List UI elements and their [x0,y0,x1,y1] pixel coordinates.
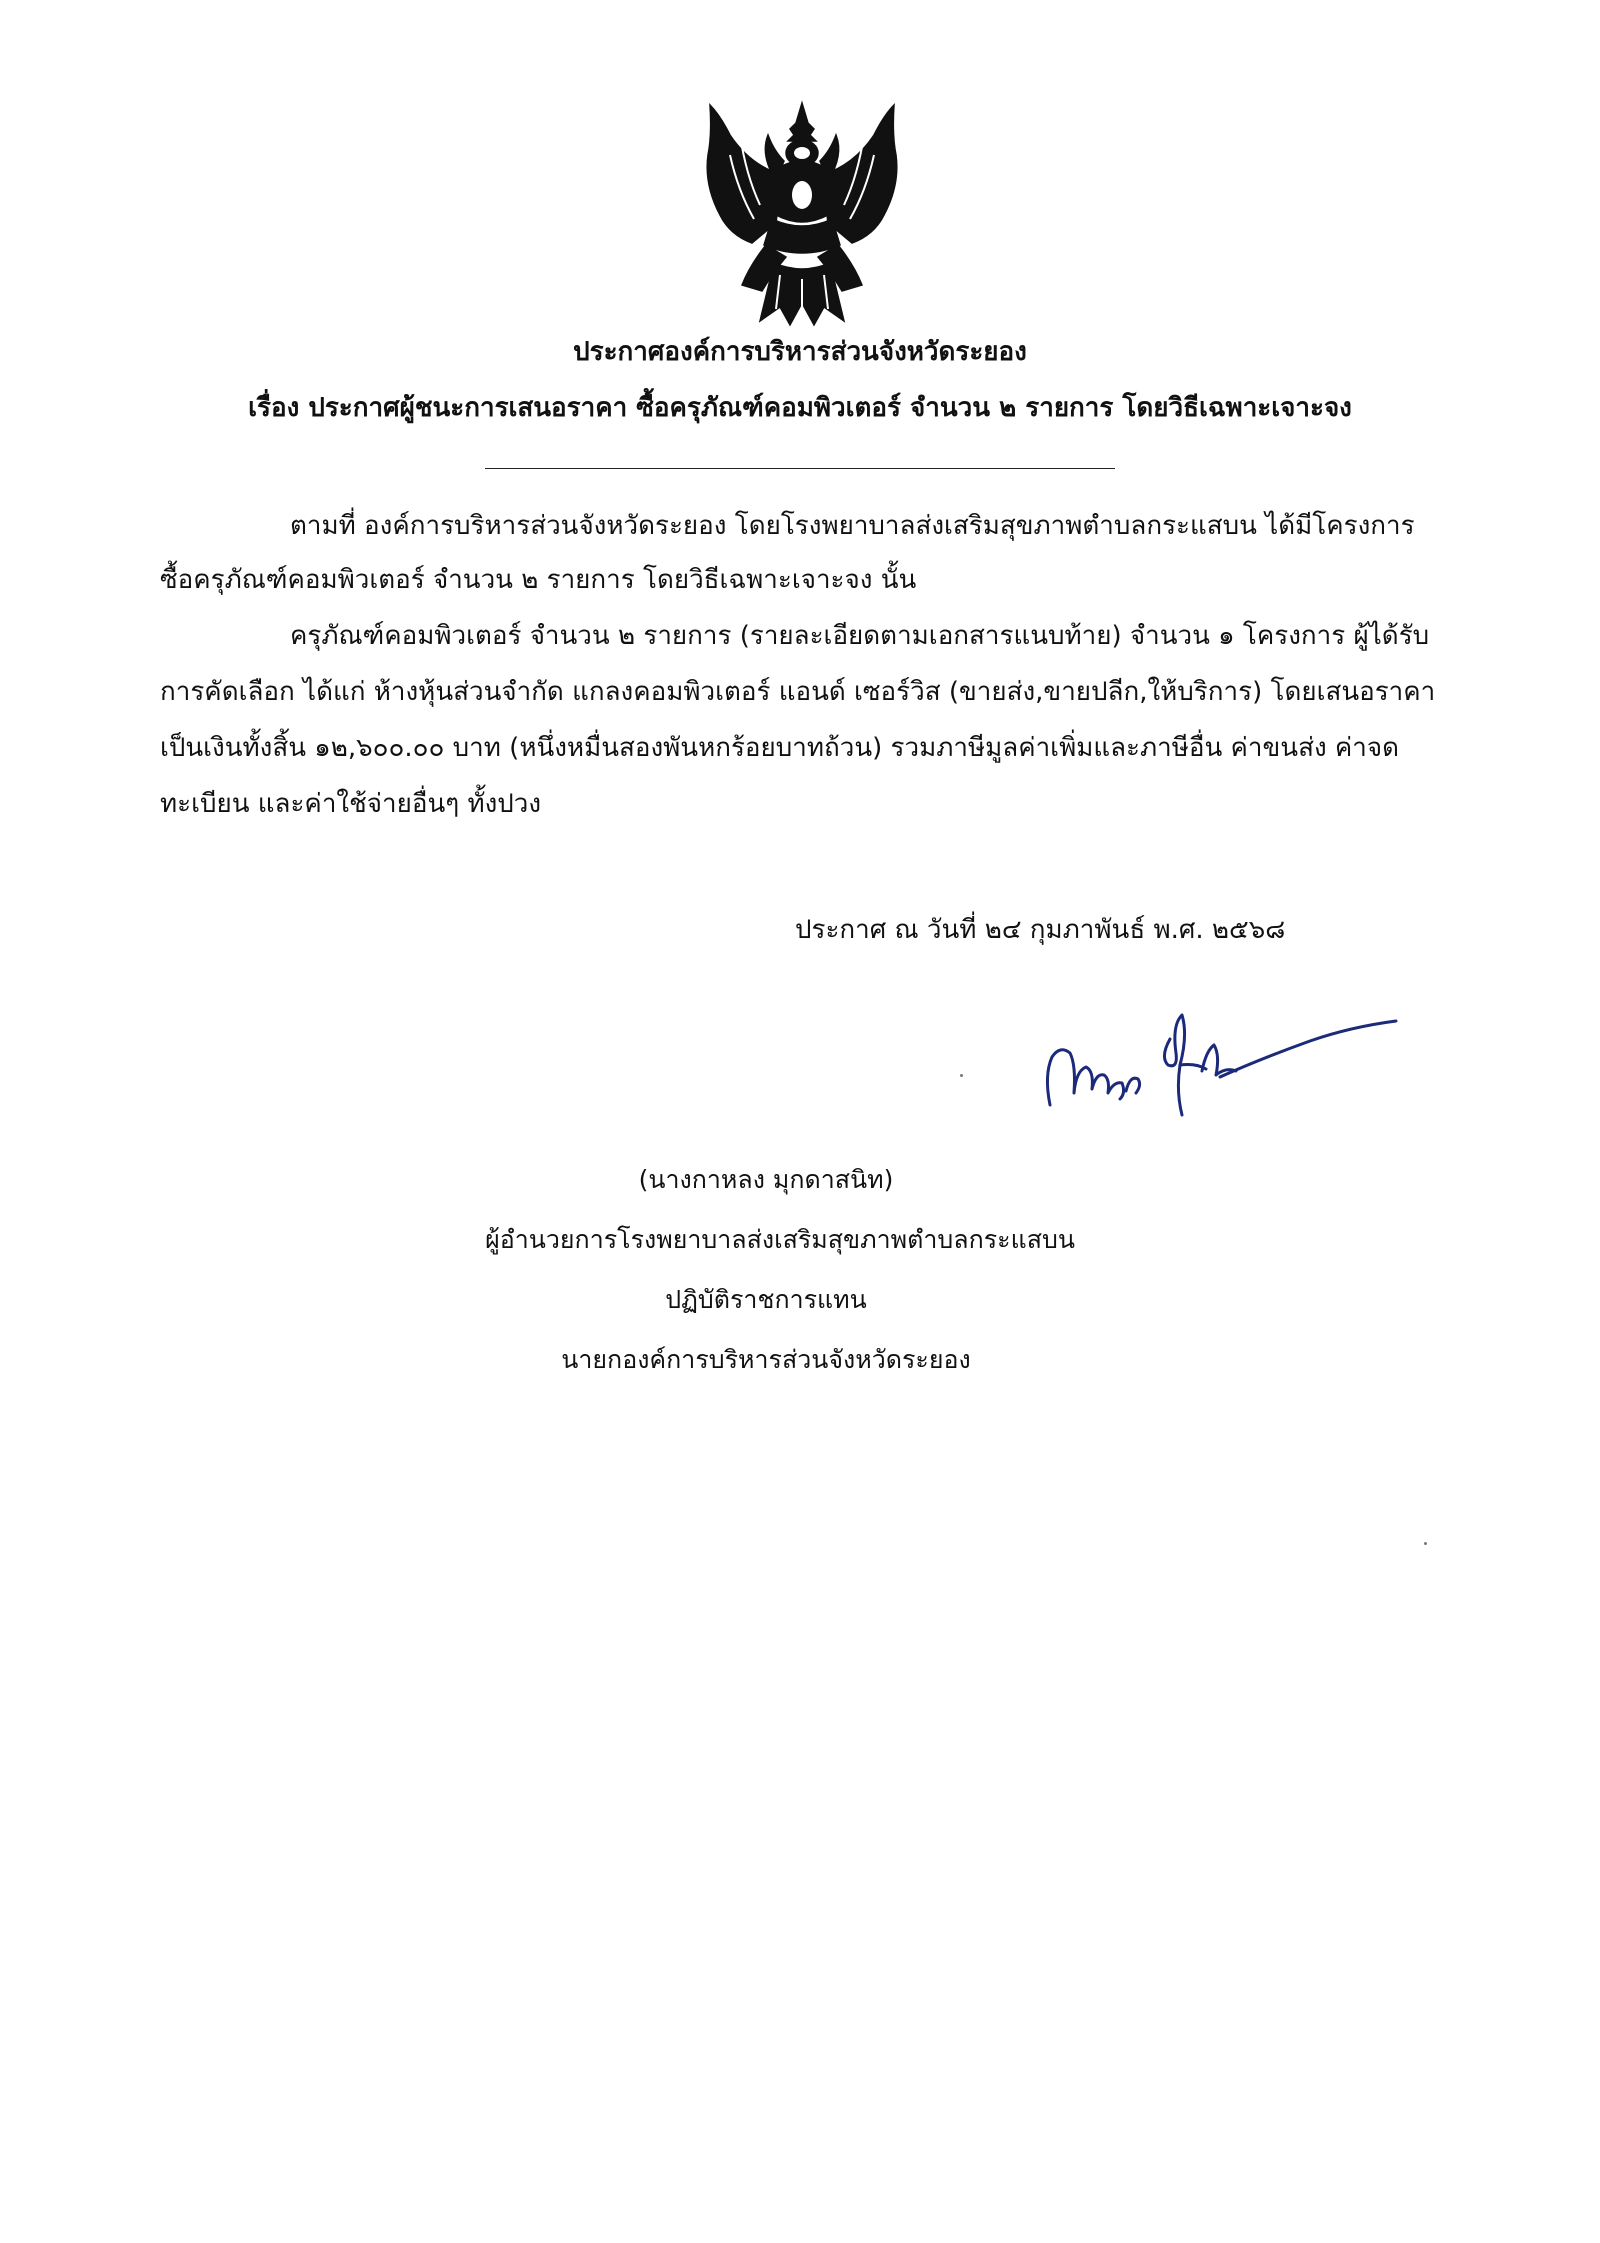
header-divider [485,468,1115,469]
scan-speck [960,1074,963,1077]
paragraph1-line2: ซื้อครุภัณฑ์คอมพิวเตอร์ จำนวน ๒ รายการ โดยวิธีเฉพาะเจาะจง นั้น [160,565,917,595]
announcement-subject: เรื่อง ประกาศผู้ชนะการเสนอราคา ซื้อครุภัณฑ์คอมพิวเตอร์ จำนวน ๒ รายการ โดยวิธีเฉพาะเจาะจง [248,393,1352,423]
garuda-emblem-icon [690,95,915,330]
paragraph2-line2: การคัดเลือก ได้แก่ ห้างหุ้นส่วนจำกัด แกลงคอมพิวเตอร์ แอนด์ เซอร์วิส (ขายส่ง,ขายปลีก,ให้บริการ) โดยเสนอราคา [160,677,1436,707]
announcement-title: ประกาศองค์การบริหารส่วนจังหวัดระยอง [573,337,1027,367]
signatory-position: ผู้อำนวยการโรงพยาบาลส่งเสริมสุขภาพตำบลกระแสบน [485,1225,1075,1254]
paragraph2-line1: ครุภัณฑ์คอมพิวเตอร์ จำนวน ๒ รายการ (รายละเอียดตามเอกสารแนบท้าย) จำนวน ๑ โครงการ ผู้ได้รับ [290,621,1430,651]
acting-on-behalf: ปฏิบัติราชการแทน [665,1285,867,1314]
announcement-date: ประกาศ ณ วันที่ ๒๔ กุมภาพันธ์ พ.ศ. ๒๕๖๘ [795,915,1286,945]
scan-speck [1424,1542,1427,1545]
signatory-name: (นางกาหลง มุกดาสนิท) [638,1165,894,1194]
paragraph2-line4: ทะเบียน และค่าใช้จ่ายอื่นๆ ทั้งปวง [160,789,542,819]
handwritten-signature [1030,1005,1410,1125]
paragraph1-line1: ตามที่ องค์การบริหารส่วนจังหวัดระยอง โดยโรงพยาบาลส่งเสริมสุขภาพตำบลกระแสบน ได้มีโครงการ [290,511,1415,541]
paragraph2-line3: เป็นเงินทั้งสิ้น ๑๒,๖๐๐.๐๐ บาท (หนึ่งหมื่นสองพันหกร้อยบาทถ้วน) รวมภาษีมูลค่าเพิ่มและภาษีอื่น ค่าขนส่ง ค่าจด [160,733,1400,763]
authority-title: นายกองค์การบริหารส่วนจังหวัดระยอง [561,1345,971,1374]
